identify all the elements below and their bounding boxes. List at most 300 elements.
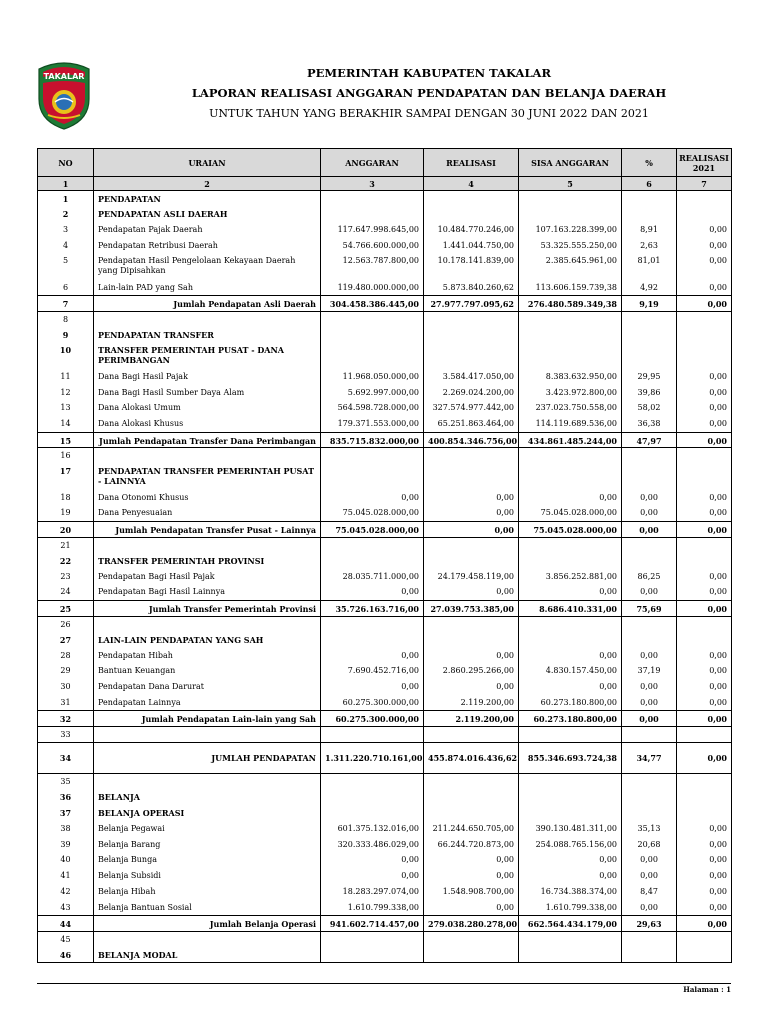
row-realisasi: 327.574.977.442,00 <box>424 400 519 416</box>
col-header-realisasi-2021: REALISASI 2021 <box>677 149 732 177</box>
row-realisasi-2021 <box>677 327 732 343</box>
row-realisasi-2021: 0,00 <box>677 663 732 679</box>
table-row <box>38 448 732 464</box>
row-no: 11 <box>38 369 94 385</box>
row-realisasi-2021: 0,00 <box>677 400 732 416</box>
table-row <box>38 648 732 664</box>
row-sisa-anggaran: 1.610.799.338,00 <box>519 900 622 916</box>
row-anggaran: 941.602.714.457,00 <box>321 916 424 932</box>
row-uraian: PENDAPATAN TRANSFER <box>94 327 321 343</box>
row-realisasi-2021: 0,00 <box>677 416 732 432</box>
row-realisasi-2021: 0,00 <box>677 868 732 884</box>
row-persen <box>622 311 677 327</box>
row-uraian: JUMLAH PENDAPATAN <box>94 742 321 773</box>
row-anggaran: 75.045.028.000,00 <box>321 505 424 521</box>
row-no: 26 <box>38 616 94 632</box>
row-anggaran: 119.480.000.000,00 <box>321 280 424 296</box>
row-realisasi: 0,00 <box>424 868 519 884</box>
row-realisasi-2021: 0,00 <box>677 569 732 585</box>
row-anggaran: 0,00 <box>321 490 424 506</box>
column-index-row <box>38 177 732 191</box>
row-realisasi-2021: 0,00 <box>677 254 732 280</box>
row-sisa-anggaran: 8.686.410.331,00 <box>519 600 622 616</box>
col-index: 2 <box>94 177 321 191</box>
row-uraian: BELANJA MODAL <box>94 947 321 963</box>
table-row <box>38 206 732 222</box>
row-persen: 9,19 <box>622 295 677 311</box>
row-no: 27 <box>38 632 94 648</box>
row-uraian: Dana Bagi Hasil Sumber Daya Alam <box>94 385 321 401</box>
table-row <box>38 916 732 932</box>
row-sisa-anggaran: 254.088.765.156,00 <box>519 837 622 853</box>
footer-rule <box>37 983 731 984</box>
row-no: 20 <box>38 521 94 537</box>
row-realisasi: 27.977.797.095,62 <box>424 295 519 311</box>
row-realisasi: 65.251.863.464,00 <box>424 416 519 432</box>
table-row <box>38 773 732 789</box>
row-persen <box>622 947 677 963</box>
row-anggaran: 60.275.300.000,00 <box>321 711 424 727</box>
row-realisasi: 2.119.200,00 <box>424 695 519 711</box>
row-anggaran: 1.311.220.710.161,00 <box>321 742 424 773</box>
row-realisasi: 2.860.295.266,00 <box>424 663 519 679</box>
row-sisa-anggaran: 662.564.434.179,00 <box>519 916 622 932</box>
row-realisasi-2021 <box>677 537 732 553</box>
table-row <box>38 432 732 448</box>
row-realisasi-2021 <box>677 343 732 369</box>
row-persen: 8,91 <box>622 222 677 238</box>
table-row <box>38 505 732 521</box>
row-realisasi: 24.179.458.119,00 <box>424 569 519 585</box>
row-persen: 0,00 <box>622 490 677 506</box>
col-header-persen: % <box>622 149 677 177</box>
row-anggaran: 0,00 <box>321 648 424 664</box>
row-realisasi-2021 <box>677 616 732 632</box>
row-anggaran: 11.968.050.000,00 <box>321 369 424 385</box>
row-anggaran: 117.647.998.645,00 <box>321 222 424 238</box>
row-realisasi <box>424 553 519 569</box>
row-realisasi <box>424 632 519 648</box>
table-row <box>38 616 732 632</box>
row-persen <box>622 773 677 789</box>
row-sisa-anggaran: 16.734.388.374,00 <box>519 884 622 900</box>
row-realisasi-2021: 0,00 <box>677 742 732 773</box>
row-uraian: PENDAPATAN ASLI DAERAH <box>94 206 321 222</box>
row-uraian: Jumlah Pendapatan Transfer Pusat - Lainnya <box>94 521 321 537</box>
row-anggaran: 28.035.711.000,00 <box>321 569 424 585</box>
row-realisasi-2021: 0,00 <box>677 852 732 868</box>
row-uraian: Pendapatan Hasil Pengelolaan Kekayaan Daerah yang Dipisahkan <box>94 254 321 280</box>
row-anggaran: 304.458.386.445,00 <box>321 295 424 311</box>
row-realisasi-2021 <box>677 773 732 789</box>
row-sisa-anggaran <box>519 805 622 821</box>
row-realisasi-2021 <box>677 947 732 963</box>
row-anggaran <box>321 553 424 569</box>
row-persen: 0,00 <box>622 695 677 711</box>
row-realisasi-2021: 0,00 <box>677 505 732 521</box>
table-row <box>38 537 732 553</box>
table-row <box>38 632 732 648</box>
row-uraian: Pendapatan Retribusi Daerah <box>94 238 321 254</box>
row-realisasi: 1.441.044.750,00 <box>424 238 519 254</box>
row-no: 16 <box>38 448 94 464</box>
row-sisa-anggaran: 4.830.157.450,00 <box>519 663 622 679</box>
row-no: 39 <box>38 837 94 853</box>
row-no: 33 <box>38 727 94 743</box>
row-persen: 2,63 <box>622 238 677 254</box>
row-anggaran: 0,00 <box>321 679 424 695</box>
row-uraian: Jumlah Belanja Operasi <box>94 916 321 932</box>
row-sisa-anggaran: 0,00 <box>519 648 622 664</box>
row-uraian: BELANJA <box>94 789 321 805</box>
row-uraian: BELANJA OPERASI <box>94 805 321 821</box>
row-no: 15 <box>38 432 94 448</box>
row-realisasi: 0,00 <box>424 648 519 664</box>
row-no: 34 <box>38 742 94 773</box>
row-persen: 0,00 <box>622 868 677 884</box>
row-anggaran: 0,00 <box>321 868 424 884</box>
table-row <box>38 464 732 490</box>
row-persen <box>622 537 677 553</box>
col-header-no: NO <box>38 149 94 177</box>
row-anggaran: 179.371.553.000,00 <box>321 416 424 432</box>
row-uraian: Dana Penyesuaian <box>94 505 321 521</box>
row-anggaran: 320.333.486.029,00 <box>321 837 424 853</box>
row-anggaran <box>321 947 424 963</box>
row-uraian <box>94 311 321 327</box>
row-persen: 0,00 <box>622 852 677 868</box>
row-anggaran: 12.563.787.800,00 <box>321 254 424 280</box>
table-row <box>38 280 732 296</box>
row-realisasi-2021: 0,00 <box>677 648 732 664</box>
table-row <box>38 727 732 743</box>
row-realisasi-2021: 0,00 <box>677 884 732 900</box>
row-realisasi-2021: 0,00 <box>677 521 732 537</box>
row-realisasi: 5.873.840.260,62 <box>424 280 519 296</box>
row-anggaran: 75.045.028.000,00 <box>321 521 424 537</box>
col-index: 6 <box>622 177 677 191</box>
row-realisasi <box>424 206 519 222</box>
row-realisasi-2021: 0,00 <box>677 584 732 600</box>
row-persen: 37,19 <box>622 663 677 679</box>
row-no: 2 <box>38 206 94 222</box>
row-anggaran <box>321 448 424 464</box>
row-realisasi: 0,00 <box>424 521 519 537</box>
row-uraian: Pendapatan Hibah <box>94 648 321 664</box>
row-persen: 0,00 <box>622 584 677 600</box>
row-persen: 8,47 <box>622 884 677 900</box>
row-uraian: Pendapatan Bagi Hasil Pajak <box>94 569 321 585</box>
row-uraian: TRANSFER PEMERINTAH PUSAT - DANA PERIMBANGAN <box>94 343 321 369</box>
row-no: 9 <box>38 327 94 343</box>
table-row <box>38 553 732 569</box>
row-persen <box>622 789 677 805</box>
table-row <box>38 837 732 853</box>
row-anggaran <box>321 632 424 648</box>
row-uraian: Bantuan Keuangan <box>94 663 321 679</box>
row-realisasi: 0,00 <box>424 584 519 600</box>
row-realisasi: 2.119.200,00 <box>424 711 519 727</box>
row-no: 10 <box>38 343 94 369</box>
row-persen: 20,68 <box>622 837 677 853</box>
row-realisasi-2021: 0,00 <box>677 490 732 506</box>
row-no: 42 <box>38 884 94 900</box>
row-sisa-anggaran: 53.325.555.250,00 <box>519 238 622 254</box>
row-realisasi-2021: 0,00 <box>677 432 732 448</box>
table-row <box>38 311 732 327</box>
row-no: 32 <box>38 711 94 727</box>
row-realisasi <box>424 947 519 963</box>
row-uraian: PENDAPATAN <box>94 191 321 207</box>
row-uraian: Dana Bagi Hasil Pajak <box>94 369 321 385</box>
logo-text: TAKALAR <box>43 72 85 81</box>
row-persen: 0,00 <box>622 711 677 727</box>
row-realisasi-2021: 0,00 <box>677 385 732 401</box>
row-sisa-anggaran: 3.856.252.881,00 <box>519 569 622 585</box>
row-sisa-anggaran <box>519 343 622 369</box>
col-header-uraian: URAIAN <box>94 149 321 177</box>
row-anggaran: 5.692.997.000,00 <box>321 385 424 401</box>
row-anggaran: 35.726.163.716,00 <box>321 600 424 616</box>
row-no: 30 <box>38 679 94 695</box>
row-anggaran: 601.375.132.016,00 <box>321 821 424 837</box>
row-realisasi-2021: 0,00 <box>677 295 732 311</box>
page-number: Halaman : 1 <box>683 985 731 994</box>
row-sisa-anggaran <box>519 632 622 648</box>
row-persen: 0,00 <box>622 648 677 664</box>
table-row <box>38 931 732 947</box>
row-realisasi: 400.854.346.756,00 <box>424 432 519 448</box>
table-row <box>38 947 732 963</box>
row-sisa-anggaran: 2.385.645.961,00 <box>519 254 622 280</box>
row-realisasi-2021 <box>677 727 732 743</box>
row-persen: 86,25 <box>622 569 677 585</box>
row-sisa-anggaran <box>519 191 622 207</box>
table-row <box>38 679 732 695</box>
table-row <box>38 369 732 385</box>
row-sisa-anggaran: 114.119.689.536,00 <box>519 416 622 432</box>
row-no: 40 <box>38 852 94 868</box>
row-sisa-anggaran: 237.023.750.558,00 <box>519 400 622 416</box>
row-no: 5 <box>38 254 94 280</box>
row-realisasi: 3.584.417.050,00 <box>424 369 519 385</box>
row-realisasi-2021: 0,00 <box>677 916 732 932</box>
row-anggaran <box>321 773 424 789</box>
row-persen <box>622 206 677 222</box>
row-no: 8 <box>38 311 94 327</box>
row-no: 12 <box>38 385 94 401</box>
takalar-logo <box>34 55 94 131</box>
row-realisasi <box>424 343 519 369</box>
row-sisa-anggaran <box>519 311 622 327</box>
row-sisa-anggaran <box>519 616 622 632</box>
row-persen: 0,00 <box>622 521 677 537</box>
row-sisa-anggaran <box>519 931 622 947</box>
row-realisasi-2021: 0,00 <box>677 695 732 711</box>
table-row <box>38 416 732 432</box>
col-index: 1 <box>38 177 94 191</box>
table-row <box>38 521 732 537</box>
row-realisasi-2021 <box>677 191 732 207</box>
table-row <box>38 569 732 585</box>
row-realisasi-2021 <box>677 931 732 947</box>
row-sisa-anggaran <box>519 773 622 789</box>
row-sisa-anggaran <box>519 553 622 569</box>
row-sisa-anggaran <box>519 206 622 222</box>
table-row <box>38 343 732 369</box>
col-index: 5 <box>519 177 622 191</box>
row-anggaran: 835.715.832.000,00 <box>321 432 424 448</box>
row-anggaran: 7.690.452.716,00 <box>321 663 424 679</box>
row-realisasi-2021: 0,00 <box>677 900 732 916</box>
row-no: 6 <box>38 280 94 296</box>
row-uraian <box>94 616 321 632</box>
row-anggaran: 1.610.799.338,00 <box>321 900 424 916</box>
row-uraian: Belanja Bunga <box>94 852 321 868</box>
row-realisasi <box>424 448 519 464</box>
row-sisa-anggaran: 390.130.481.311,00 <box>519 821 622 837</box>
row-no: 41 <box>38 868 94 884</box>
row-realisasi <box>424 464 519 490</box>
row-uraian: Dana Alokasi Khusus <box>94 416 321 432</box>
row-realisasi: 27.039.753.385,00 <box>424 600 519 616</box>
row-anggaran <box>321 311 424 327</box>
row-sisa-anggaran: 276.480.589.349,38 <box>519 295 622 311</box>
row-persen <box>622 727 677 743</box>
row-uraian: Belanja Hibah <box>94 884 321 900</box>
row-realisasi-2021: 0,00 <box>677 679 732 695</box>
row-anggaran: 564.598.728.000,00 <box>321 400 424 416</box>
row-realisasi-2021: 0,00 <box>677 222 732 238</box>
row-no: 23 <box>38 569 94 585</box>
col-header-anggaran: ANGGARAN <box>321 149 424 177</box>
row-realisasi: 211.244.650.705,00 <box>424 821 519 837</box>
row-realisasi-2021 <box>677 464 732 490</box>
row-sisa-anggaran: 0,00 <box>519 852 622 868</box>
row-no: 45 <box>38 931 94 947</box>
row-persen: 39,86 <box>622 385 677 401</box>
row-persen: 0,00 <box>622 679 677 695</box>
col-index: 7 <box>677 177 732 191</box>
row-anggaran <box>321 191 424 207</box>
row-no: 28 <box>38 648 94 664</box>
row-no: 7 <box>38 295 94 311</box>
budget-realization-table <box>37 148 732 963</box>
table-row <box>38 600 732 616</box>
row-persen <box>622 632 677 648</box>
row-sisa-anggaran <box>519 327 622 343</box>
table-row <box>38 327 732 343</box>
row-realisasi: 10.178.141.839,00 <box>424 254 519 280</box>
row-uraian: Pendapatan Bagi Hasil Lainnya <box>94 584 321 600</box>
row-sisa-anggaran: 0,00 <box>519 490 622 506</box>
row-uraian: Belanja Pegawai <box>94 821 321 837</box>
row-sisa-anggaran: 855.346.693.724,38 <box>519 742 622 773</box>
row-realisasi-2021: 0,00 <box>677 821 732 837</box>
table-row <box>38 900 732 916</box>
col-header-realisasi: REALISASI <box>424 149 519 177</box>
row-uraian: Pendapatan Lainnya <box>94 695 321 711</box>
row-uraian: Lain-lain PAD yang Sah <box>94 280 321 296</box>
row-anggaran <box>321 616 424 632</box>
row-realisasi: 10.484.770.246,00 <box>424 222 519 238</box>
row-no: 29 <box>38 663 94 679</box>
row-no: 38 <box>38 821 94 837</box>
row-uraian <box>94 448 321 464</box>
row-realisasi <box>424 191 519 207</box>
row-persen: 58,02 <box>622 400 677 416</box>
row-persen <box>622 448 677 464</box>
row-persen: 29,95 <box>622 369 677 385</box>
row-realisasi-2021 <box>677 448 732 464</box>
row-persen: 4,92 <box>622 280 677 296</box>
row-anggaran: 0,00 <box>321 852 424 868</box>
row-realisasi: 1.548.908.700,00 <box>424 884 519 900</box>
row-realisasi: 279.038.280.278,00 <box>424 916 519 932</box>
row-persen: 0,00 <box>622 900 677 916</box>
row-persen <box>622 616 677 632</box>
row-uraian <box>94 727 321 743</box>
report-period: UNTUK TAHUN YANG BERAKHIR SAMPAI DENGAN 30 JUNI 2022 DAN 2021 <box>209 107 649 120</box>
row-anggaran: 54.766.600.000,00 <box>321 238 424 254</box>
row-realisasi: 0,00 <box>424 679 519 695</box>
row-realisasi <box>424 616 519 632</box>
row-anggaran <box>321 805 424 821</box>
row-persen: 29,63 <box>622 916 677 932</box>
row-no: 25 <box>38 600 94 616</box>
row-realisasi-2021 <box>677 632 732 648</box>
row-no: 46 <box>38 947 94 963</box>
row-sisa-anggaran: 107.163.228.399,00 <box>519 222 622 238</box>
row-no: 19 <box>38 505 94 521</box>
row-sisa-anggaran <box>519 947 622 963</box>
row-realisasi <box>424 789 519 805</box>
row-uraian: Belanja Barang <box>94 837 321 853</box>
row-realisasi <box>424 805 519 821</box>
row-uraian: Jumlah Pendapatan Transfer Dana Perimbangan <box>94 432 321 448</box>
row-realisasi-2021: 0,00 <box>677 837 732 853</box>
row-sisa-anggaran: 75.045.028.000,00 <box>519 505 622 521</box>
row-sisa-anggaran: 8.383.632.950,00 <box>519 369 622 385</box>
row-realisasi-2021 <box>677 206 732 222</box>
row-persen: 34,77 <box>622 742 677 773</box>
row-uraian: Jumlah Transfer Pemerintah Provinsi <box>94 600 321 616</box>
row-realisasi: 0,00 <box>424 852 519 868</box>
row-persen: 0,00 <box>622 505 677 521</box>
table-row <box>38 254 732 280</box>
row-no: 31 <box>38 695 94 711</box>
row-no: 3 <box>38 222 94 238</box>
row-sisa-anggaran: 0,00 <box>519 679 622 695</box>
row-no: 43 <box>38 900 94 916</box>
row-no: 18 <box>38 490 94 506</box>
table-row <box>38 400 732 416</box>
row-persen: 47,97 <box>622 432 677 448</box>
row-realisasi-2021: 0,00 <box>677 369 732 385</box>
col-index: 3 <box>321 177 424 191</box>
row-sisa-anggaran: 3.423.972.800,00 <box>519 385 622 401</box>
table-row <box>38 490 732 506</box>
table-row <box>38 789 732 805</box>
row-anggaran <box>321 327 424 343</box>
row-no: 21 <box>38 537 94 553</box>
col-index: 4 <box>424 177 519 191</box>
row-anggaran <box>321 727 424 743</box>
row-uraian: Belanja Bantuan Sosial <box>94 900 321 916</box>
row-uraian: Dana Alokasi Umum <box>94 400 321 416</box>
row-realisasi-2021: 0,00 <box>677 711 732 727</box>
row-sisa-anggaran: 113.606.159.739,38 <box>519 280 622 296</box>
